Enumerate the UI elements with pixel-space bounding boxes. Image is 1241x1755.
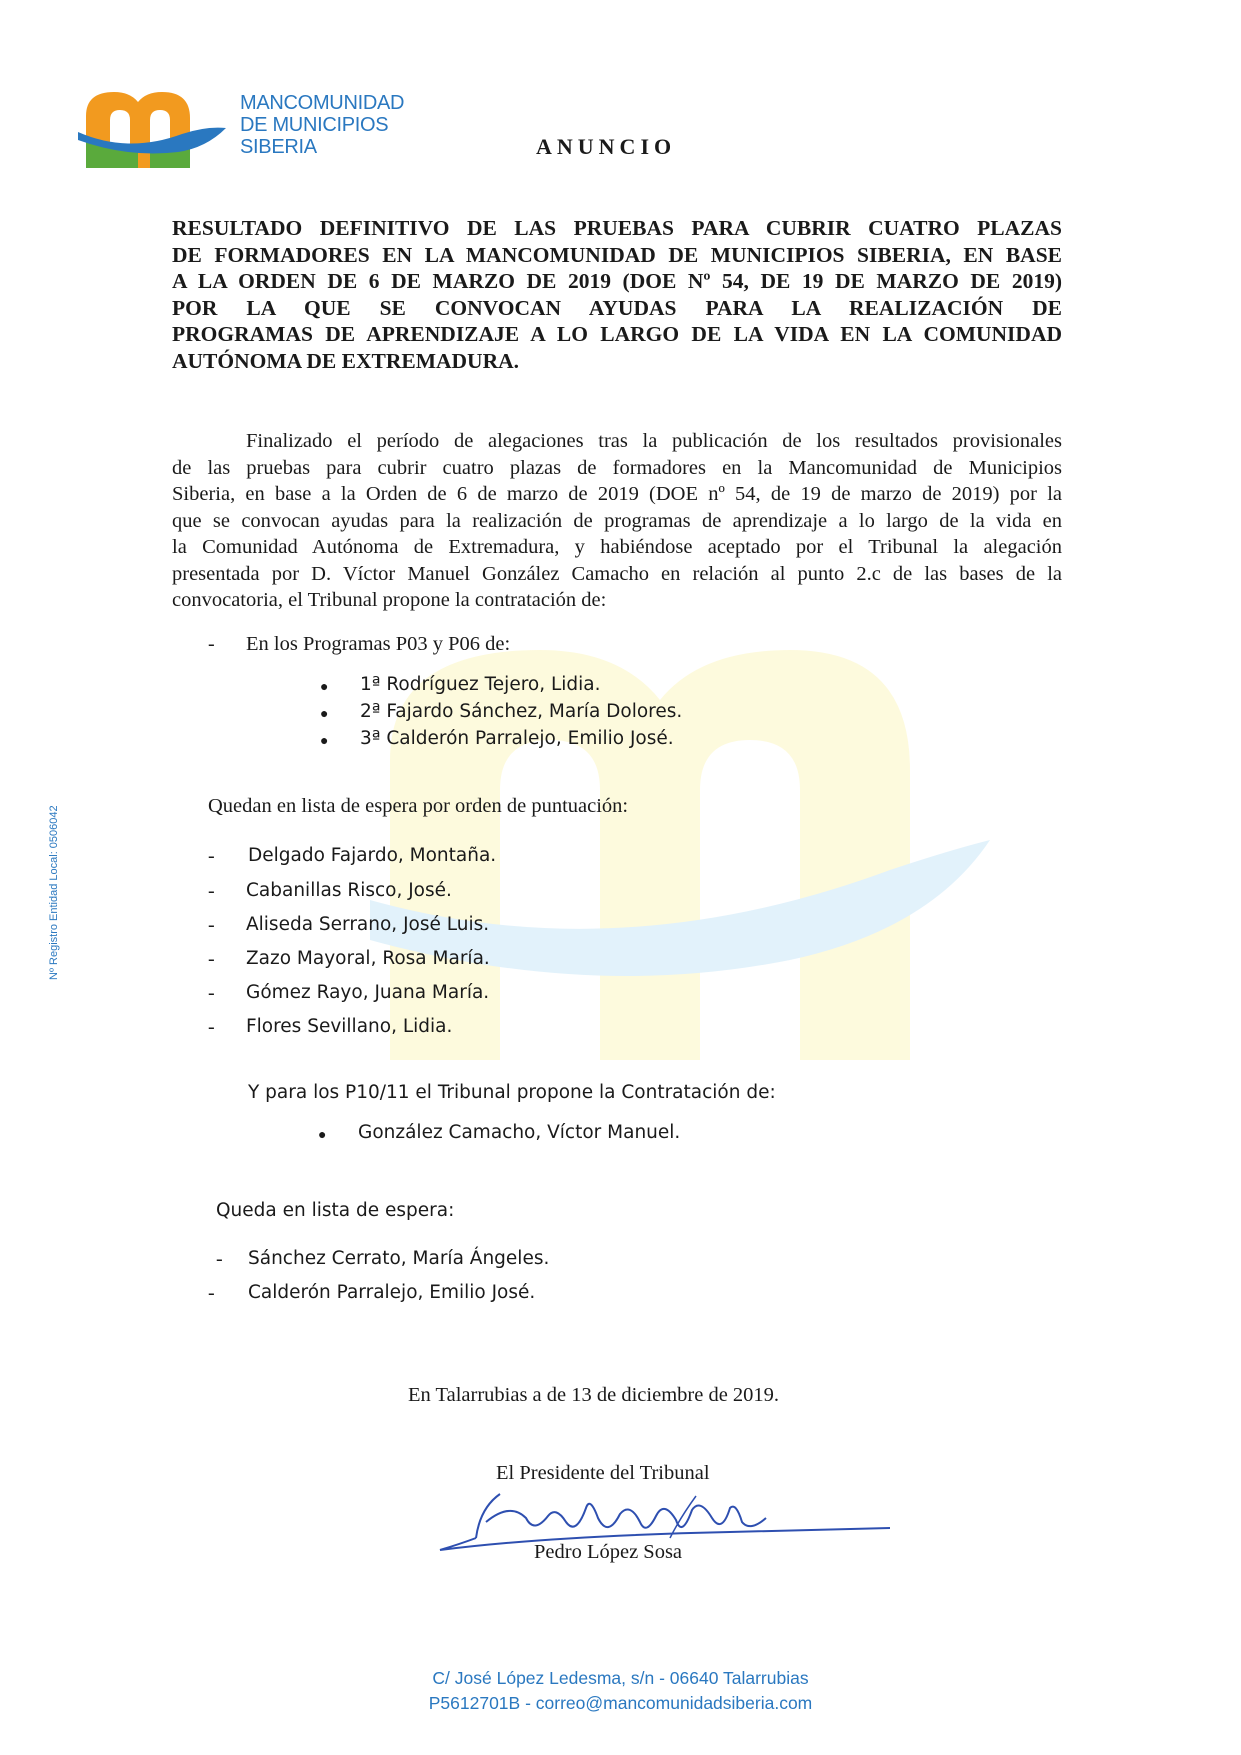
mancomunidad-logo [78,88,226,170]
title-line: PROGRAMAS DE APRENDIZAJE A LO LARGO DE LA VIDA EN LA COMUNIDAD [172,322,1062,346]
list-dash: - [208,633,215,655]
programs-label: En los Programas P03 y P06 de: [246,633,511,655]
intro-paragraph [172,428,1062,614]
title-line: RESULTADO DEFINITIVO DE LAS PRUEBAS PARA CUBRIR CUATRO PLAZAS [172,216,1062,240]
title-line: AUTÓNOMA DE EXTREMADURA. [172,348,519,373]
title-line: POR LA QUE SE CONVOCAN AYUDAS PARA LA REALIZACIÓN DE [172,295,1062,320]
selected-candidate: 2ª Fajardo Sánchez, María Dolores. [360,701,683,722]
waitlist-candidate: Aliseda Serrano, José Luis. [246,914,490,935]
body-line: Siberia, en base a la Orden de 6 de marzo de 2019 (DOE nº 54, de 19 de marzo de 2019) por la [172,483,1062,505]
body-line: presentada por D. Víctor Manuel González Camacho en relación al punto 2.c de las bases de la [172,562,1062,585]
waitlist-candidate: Delgado Fajardo, Montaña. [248,845,497,866]
title-line: A LA ORDEN DE 6 DE MARZO DE 2019 (DOE Nº 54, DE 19 DE MARZO DE 2019) [172,269,1062,293]
signer-name: Pedro López Sosa [534,1541,683,1563]
org-name [240,92,404,158]
list-bullet: ● [318,1128,327,1143]
waitlist-candidate: Zazo Mayoral, Rosa María. [246,948,490,969]
registry-stamp: Nº Registro Entidad Local: 0506042 [48,805,60,980]
body-line: Finalizado el período de alegaciones tras la publicación de los resultados provisionales [246,430,1062,452]
document-title [172,215,1062,374]
waitlist-candidate: Flores Sevillano, Lidia. [246,1016,453,1037]
footer-address: C/ José López Ledesma, s/n - 06640 Talarrubias [432,1668,809,1688]
org-name-line2: DE MUNICIPIOS [240,114,389,136]
body-line: convocatoria, el Tribunal propone la contratación de: [172,589,607,611]
body-line: la Comunidad Autónoma de Extremadura, y habiéndose aceptado por el Tribunal la alegación [172,536,1062,558]
org-name-line1: MANCOMUNIDAD [240,92,405,114]
document-type: ANUNCIO [536,134,677,159]
selected-candidate: 1ª Rodríguez Tejero, Lidia. [360,674,601,695]
list-bullet: ● [320,680,329,695]
p10-waitlist-label: Queda en lista de espera: [216,1200,455,1221]
p10-waitlist-candidate: Sánchez Cerrato, María Ángeles. [248,1248,550,1269]
list-bullet: ● [320,734,329,749]
footer-contact: P5612701B - correo@mancomunidadsiberia.com [428,1693,813,1713]
list-dash: - [216,1248,223,1270]
date-line: En Talarrubias a de 13 de diciembre de 2019. [408,1384,780,1406]
selected-candidate: 3ª Calderón Parralejo, Emilio José. [360,728,674,749]
waitlist-candidate: Cabanillas Risco, José. [246,880,452,901]
list-dash: - [208,914,215,936]
list-dash: - [208,1282,215,1304]
org-name-line3: SIBERIA [240,136,317,158]
waitlist-label: Quedan en lista de espera por orden de puntuación: [208,795,629,817]
title-line: DE FORMADORES EN LA MANCOMUNIDAD DE MUNICIPIOS SIBERIA, EN BASE [172,242,1062,267]
body-line: de las pruebas para cubrir cuatro plazas de formadores en la Mancomunidad de Municipios [172,456,1062,479]
list-bullet: ● [320,707,329,722]
list-dash: - [208,880,215,902]
p10-waitlist-candidate: Calderón Parralejo, Emilio José. [248,1282,536,1303]
waitlist-candidate: Gómez Rayo, Juana María. [246,982,490,1003]
list-dash: - [208,948,215,970]
signer-role: El Presidente del Tribunal [496,1462,710,1484]
body-line: que se convocan ayudas para la realización de programas de aprendizaje a lo largo de la vida en [172,509,1062,532]
list-dash: - [208,1016,215,1038]
list-dash: - [208,845,215,867]
p10-selected-candidate: González Camacho, Víctor Manuel. [358,1122,681,1143]
list-dash: - [208,982,215,1004]
p10-label: Y para los P10/11 el Tribunal propone la Contratación de: [248,1082,776,1103]
